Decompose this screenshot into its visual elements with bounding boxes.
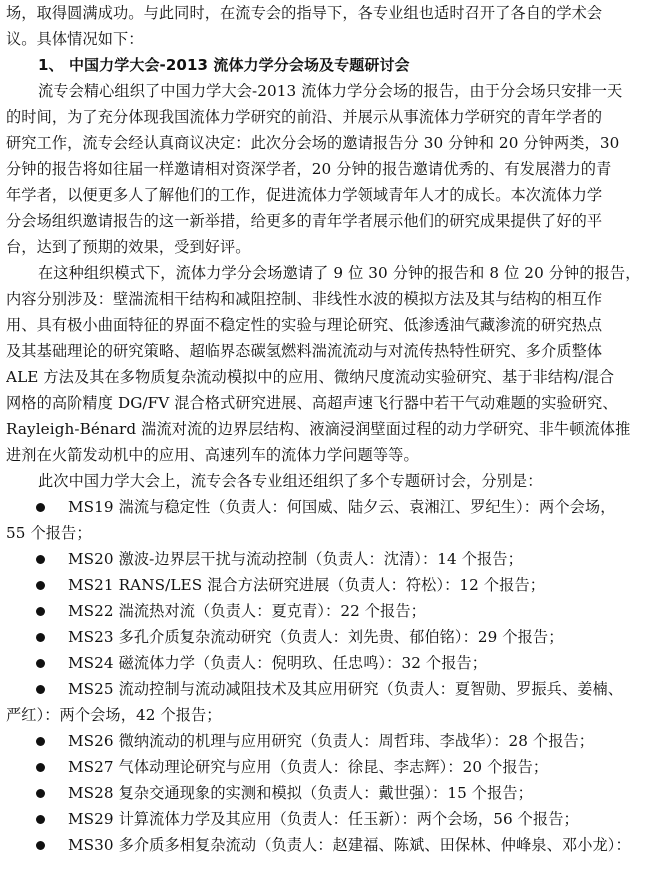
list-item-text: MS19 湍流与稳定性（负责人：何国威、陆夕云、袁湘江、罗纪生）：两个会场， <box>68 498 616 516</box>
body-text-line: 场，取得圆满成功。与此同时，在流专会的指导下，各专业组也适时召开了各自的学术会 <box>6 4 603 22</box>
symposium-list <box>6 494 646 858</box>
body-text-line: 台，达到了预期的效果，受到好评。 <box>6 238 251 256</box>
list-item-text: MS27 气体动理论研究与应用（负责人：徐昆、李志辉）：20 个报告； <box>68 758 549 776</box>
list-item <box>6 572 646 598</box>
bullet-dot-icon <box>36 763 45 772</box>
body-text-line: 议。具体情况如下： <box>6 30 144 48</box>
list-item <box>6 650 646 676</box>
list-item-text: MS21 RANS/LES 混合方法研究进展（负责人：符松）：12 个报告； <box>68 576 546 594</box>
paragraph-first-line: 此次中国力学大会上，流专会各专业组还组织了多个专题研讨会，分别是： <box>38 472 543 490</box>
list-item <box>6 806 646 832</box>
list-item <box>6 624 646 650</box>
list-item-text: MS29 计算流体力学及其应用（负责人：任玉新）：两个会场，56 个报告； <box>68 810 579 828</box>
bullet-dot-icon <box>36 633 45 642</box>
body-text-line: 用、具有极小曲面特征的界面不稳定性的实验与理论研究、低渗透油气藏渗流的研究热点 <box>6 316 603 334</box>
section-heading: 1、 中国力学大会-2013 流体力学分会场及专题研讨会 <box>38 56 410 74</box>
list-item-text: MS28 复杂交通现象的实测和模拟（负责人：戴世强）：15 个报告； <box>68 784 533 802</box>
bullet-dot-icon <box>36 503 45 512</box>
body-text-line: 的时间，为了充分体现我国流体力学研究的前沿、并展示从事流体力学研究的青年学者的 <box>6 108 603 126</box>
list-item-text: MS30 多介质多相复杂流动（负责人：赵建福、陈斌、田保林、仲峰泉、邓小龙）： <box>68 836 631 854</box>
body-text-line: 分会场组织邀请报告的这一新举措，给更多的青年学者展示他们的研究成果提供了好的平 <box>6 212 603 230</box>
list-item-text: MS25 流动控制与流动减阻技术及其应用研究（负责人：夏智勋、罗振兵、姜楠、 <box>68 680 624 698</box>
body-text-line: 网格的高阶精度 DG/FV 混合格式研究进展、高超声速飞行器中若干气动难题的实验研究、 <box>6 394 618 412</box>
body-text-line: ALE 方法及其在多物质复杂流动模拟中的应用、微纳尺度流动实验研究、基于非结构/混合 <box>6 368 615 386</box>
body-text-line: 研究工作，流专会经认真商议决定：此次分会场的邀请报告分 30 分钟和 20 分钟两类，30 <box>6 134 620 152</box>
body-text-line: 及其基础理论的研究策略、超临界态碳氢燃料湍流流动与对流传热特性研究、多介质整体 <box>6 342 603 360</box>
list-item <box>6 676 646 728</box>
body-text-line: 分钟的报告将如往届一样邀请相对资深学者，20 分钟的报告邀请优秀的、有发展潜力的青 <box>6 160 612 178</box>
bullet-dot-icon <box>36 737 45 746</box>
bullet-dot-icon <box>36 685 45 694</box>
list-item <box>6 832 646 858</box>
list-item-text: MS22 湍流热对流（负责人：夏克青）：22 个报告； <box>68 602 426 620</box>
paragraph-first-line: 流专会精心组织了中国力学大会-2013 流体力学分会场的报告，由于分会场只安排一天 <box>38 82 623 100</box>
bullet-dot-icon <box>36 789 45 798</box>
body-text-line: 进剂在火箭发动机中的应用、高速列车的流体力学问题等等。 <box>6 446 419 464</box>
list-item <box>6 598 646 624</box>
list-item <box>6 754 646 780</box>
list-item-continuation: 严红）：两个会场，42 个报告； <box>6 706 222 724</box>
list-item-text: MS24 磁流体力学（负责人：倪明玖、任忠鸣）：32 个报告； <box>68 654 488 672</box>
bullet-dot-icon <box>36 581 45 590</box>
list-item <box>6 546 646 572</box>
list-item-text: MS23 多孔介质复杂流动研究（负责人：刘先贵、郁伯铭）：29 个报告； <box>68 628 564 646</box>
bullet-dot-icon <box>36 659 45 668</box>
bullet-dot-icon <box>36 555 45 564</box>
body-text-line: 年学者，以便更多人了解他们的工作，促进流体力学领域青年人才的成长。本次流体力学 <box>6 186 603 204</box>
document-page <box>6 0 646 858</box>
body-text-line: 内容分别涉及：壁湍流相干结构和减阻控制、非线性水波的模拟方法及其与结构的相互作 <box>6 290 603 308</box>
bullet-dot-icon <box>36 815 45 824</box>
list-item <box>6 728 646 754</box>
paragraph-first-line: 在这种组织模式下，流体力学分会场邀请了 9 位 30 分钟的报告和 8 位 20 分钟的报告， <box>38 264 641 282</box>
list-item-text: MS26 微纳流动的机理与应用研究（负责人：周哲玮、李战华）：28 个报告； <box>68 732 595 750</box>
bullet-dot-icon <box>36 841 45 850</box>
bullet-dot-icon <box>36 607 45 616</box>
list-item-continuation: 55 个报告； <box>6 524 92 542</box>
list-item <box>6 494 646 546</box>
body-text-line: Rayleigh-Bénard 湍流对流的边界层结构、液滴浸润壁面过程的动力学研究、非牛顿流体推 <box>6 420 631 438</box>
list-item-text: MS20 激波-边界层干扰与流动控制（负责人：沈清）：14 个报告； <box>68 550 523 568</box>
list-item <box>6 780 646 806</box>
